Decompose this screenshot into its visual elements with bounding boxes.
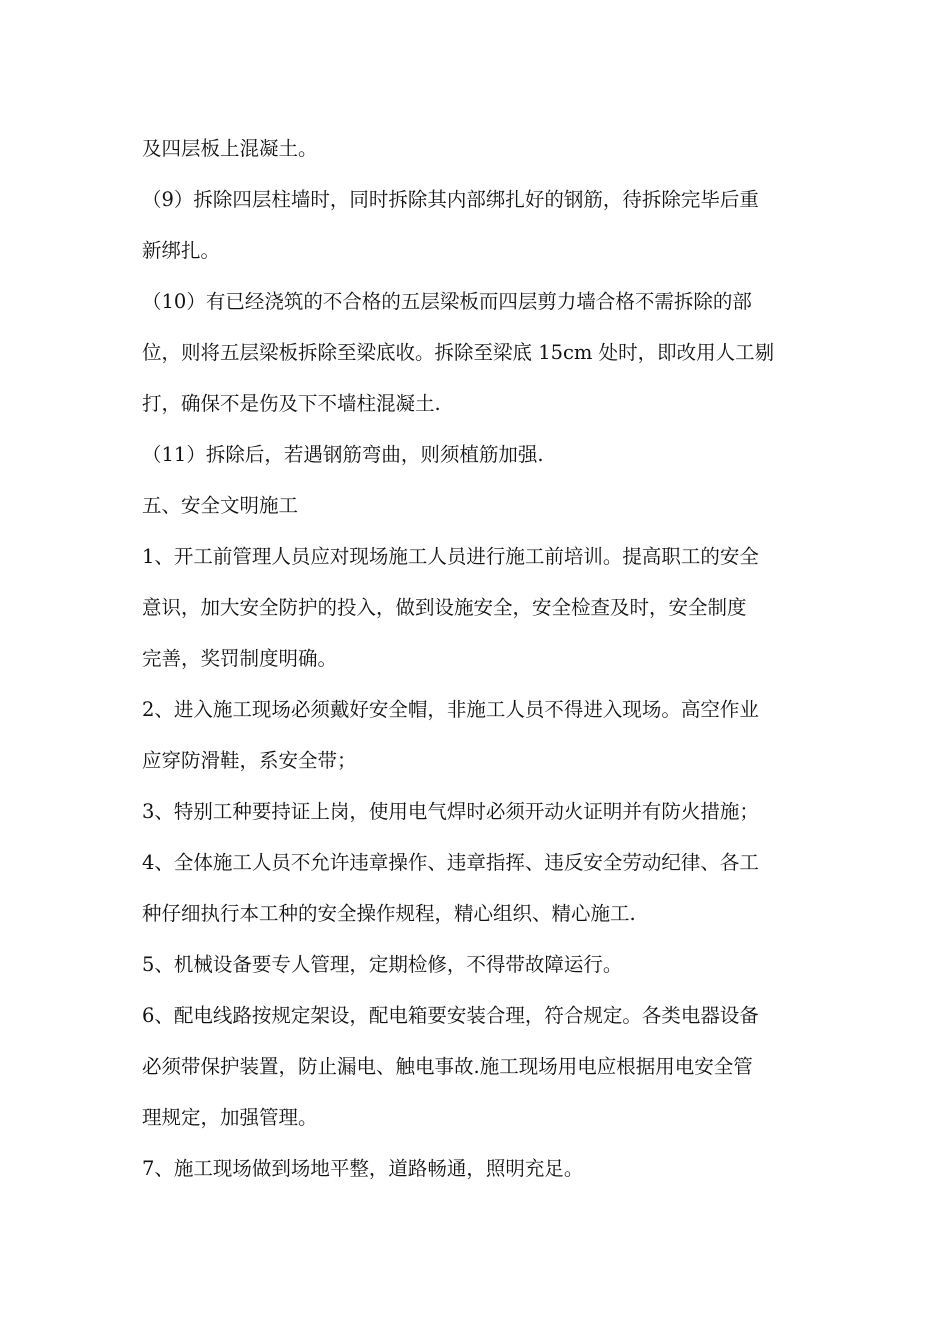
text-line: 位，则将五层梁板拆除至梁底收。拆除至梁底 15cm 处时，即改用人工剔 — [142, 341, 775, 364]
text-line: 3、特别工种要持证上岗，使用电气焊时必须开动火证明并有防火措施； — [142, 800, 759, 823]
text-line: 意识，加大安全防护的投入，做到设施安全，安全检查及时，安全制度 — [142, 596, 747, 619]
paragraph-item-11 — [142, 429, 822, 480]
paragraph-rule-2 — [142, 684, 822, 786]
paragraph-continuation — [142, 123, 822, 174]
paragraph-rule-1 — [142, 531, 822, 684]
text-line: （9）拆除四层柱墙时，同时拆除其内部绑扎好的钢筋，待拆除完毕后重 — [142, 188, 759, 211]
paragraph-rule-5 — [142, 939, 822, 990]
text-line: 2、进入施工现场必须戴好安全帽，非施工人员不得进入现场。高空作业 — [142, 698, 759, 721]
paragraph-rule-4 — [142, 837, 822, 939]
text-line: 及四层板上混凝土。 — [142, 137, 318, 160]
text-line: （11）拆除后，若遇钢筋弯曲，则须植筋加强. — [142, 443, 544, 466]
text-line: 应穿防滑鞋，系安全带； — [142, 749, 357, 772]
paragraph-item-9 — [142, 174, 822, 276]
text-line: 理规定，加强管理。 — [142, 1106, 318, 1129]
paragraph-rule-7 — [142, 1143, 822, 1194]
text-line: （10）有已经浇筑的不合格的五层梁板而四层剪力墙合格不需拆除的部 — [142, 290, 752, 313]
text-line: 6、配电线路按规定架设，配电箱要安装合理，符合规定。各类电器设备 — [142, 1004, 759, 1027]
document-body — [142, 123, 822, 1194]
text-line: 打，确保不是伤及下不墙柱混凝土. — [142, 392, 441, 415]
text-line: 种仔细执行本工种的安全操作规程，精心组织、精心施工. — [142, 902, 636, 925]
section-title: 五、安全文明施工 — [142, 494, 299, 517]
paragraph-rule-3 — [142, 786, 822, 837]
text-line: 必须带保护装置，防止漏电、触电事故.施工现场用电应根据用电安全管 — [142, 1055, 753, 1078]
text-line: 新绑扎。 — [142, 239, 221, 262]
paragraph-item-10 — [142, 276, 822, 429]
text-line: 4、全体施工人员不允许违章操作、违章指挥、违反安全劳动纪律、各工 — [142, 851, 759, 874]
text-line: 完善，奖罚制度明确。 — [142, 647, 338, 670]
section-heading — [142, 480, 822, 531]
text-line: 5、机械设备要专人管理，定期检修，不得带故障运行。 — [142, 953, 623, 976]
text-line: 1、开工前管理人员应对现场施工人员进行施工前培训。提高职工的安全 — [142, 545, 759, 568]
text-line: 7、施工现场做到场地平整，道路畅通，照明充足。 — [142, 1157, 584, 1180]
paragraph-rule-6 — [142, 990, 822, 1143]
